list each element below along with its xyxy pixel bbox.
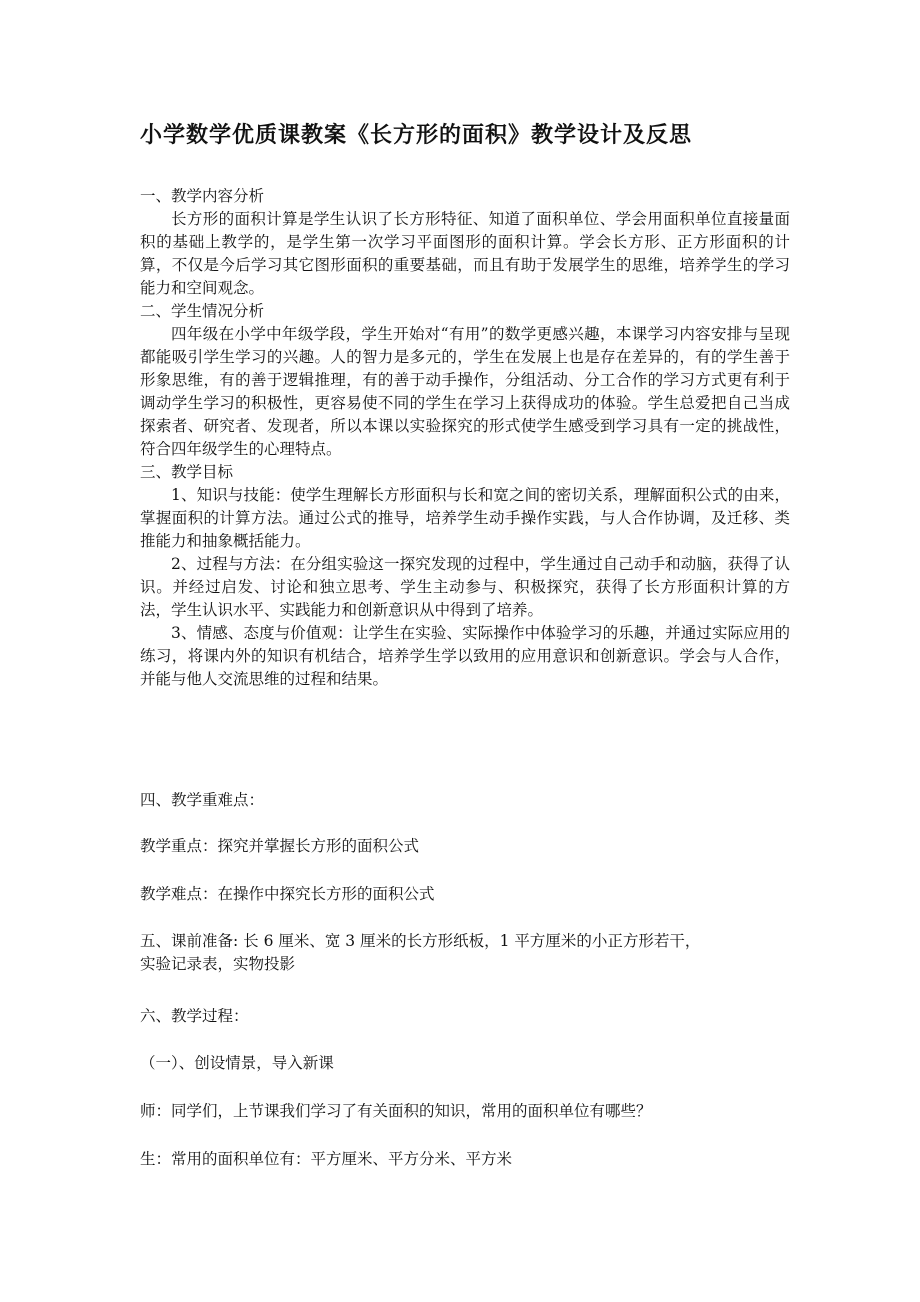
paragraph-goal-emotion: 3、情感、态度与价值观：让学生在实验、实际操作中体验学习的乐趣，并通过实际应用的练习，将课内外的知识有机结合，培养学生学以致用的应用意识和创新意识。学会与人合作，并能与他人交流思维的过程和结果。 (140, 624, 790, 688)
section-heading-key-points: 四、教学重难点： (140, 791, 265, 809)
section-heading-student-analysis: 二、学生情况分析 (140, 302, 265, 320)
section-heading-content-analysis: 一、教学内容分析 (140, 187, 265, 205)
document-body (140, 185, 790, 691)
paragraph-goal-knowledge: 1、知识与技能：使学生理解长方形面积与长和宽之间的密切关系，理解面积公式的由来，掌握面积的计算方法。通过公式的推导，培养学生动手操作实践，与人合作协调，及迁移、类推能力和抽象概括能力。 (140, 486, 790, 550)
section-heading-teaching-goals: 三、教学目标 (140, 463, 234, 481)
difficult-point-line: 教学难点：在操作中探究长方形的面积公式 (140, 885, 435, 903)
preparation-line-2: 实验记录表，实物投影 (140, 955, 296, 973)
document-title: 小学数学优质课教案《长方形的面积》教学设计及反思 (140, 123, 693, 148)
section-preparation (140, 930, 790, 976)
dialogue-teacher: 师：同学们，上节课我们学习了有关面积的知识，常用的面积单位有哪些？ (140, 1102, 652, 1120)
preparation-line-1: 五、课前准备: 长 6 厘米、宽 3 厘米的长方形纸板，1 平方厘米的小正方形若干， (140, 932, 701, 950)
section-heading-process: 六、教学过程： (140, 1007, 249, 1025)
key-point-line: 教学重点：探究并掌握长方形的面积公式 (140, 837, 420, 855)
paragraph-student-analysis: 四年级在小学中年级学段，学生开始对“有用”的数学更感兴趣，本课学习内容安排与呈现都能吸引学生学习的兴趣。人的智力是多元的，学生在发展上也是存在差异的，有的学生善于形象思维，有的善于逻辑推理，有的善于动手操作，分组活动、分工合作的学习方式更有利于调动学生学习的积极性，更容易使不同的学生在学习上获得成功的体验。学生总爱把自己当成探索者、研究者、发现者，所以本课以实验探究的形式使学生感受到学习具有一定的挑战性，符合四年级学生的心理特点。 (140, 325, 790, 458)
step-heading-introduction: （一）、创设情景，导入新课 (140, 1054, 334, 1072)
dialogue-student: 生：常用的面积单位有：平方厘米、平方分米、平方米 (140, 1150, 513, 1168)
paragraph-goal-process: 2、过程与方法：在分组实验这一探究发现的过程中，学生通过自己动手和动脑，获得了认识。并经过启发、讨论和独立思考、学生主动参与、积极探究，获得了长方形面积计算的方法，学生认识水平、实践能力和创新意识从中得到了培养。 (140, 555, 790, 619)
paragraph-content-analysis: 长方形的面积计算是学生认识了长方形特征、知道了面积单位、学会用面积单位直接量面积的基础上教学的，是学生第一次学习平面图形的面积计算。学会长方形、正方形面积的计算，不仅是今后学习其它图形面积的重要基础，而且有助于发展学生的思维，培养学生的学习能力和空间观念。 (140, 210, 790, 297)
